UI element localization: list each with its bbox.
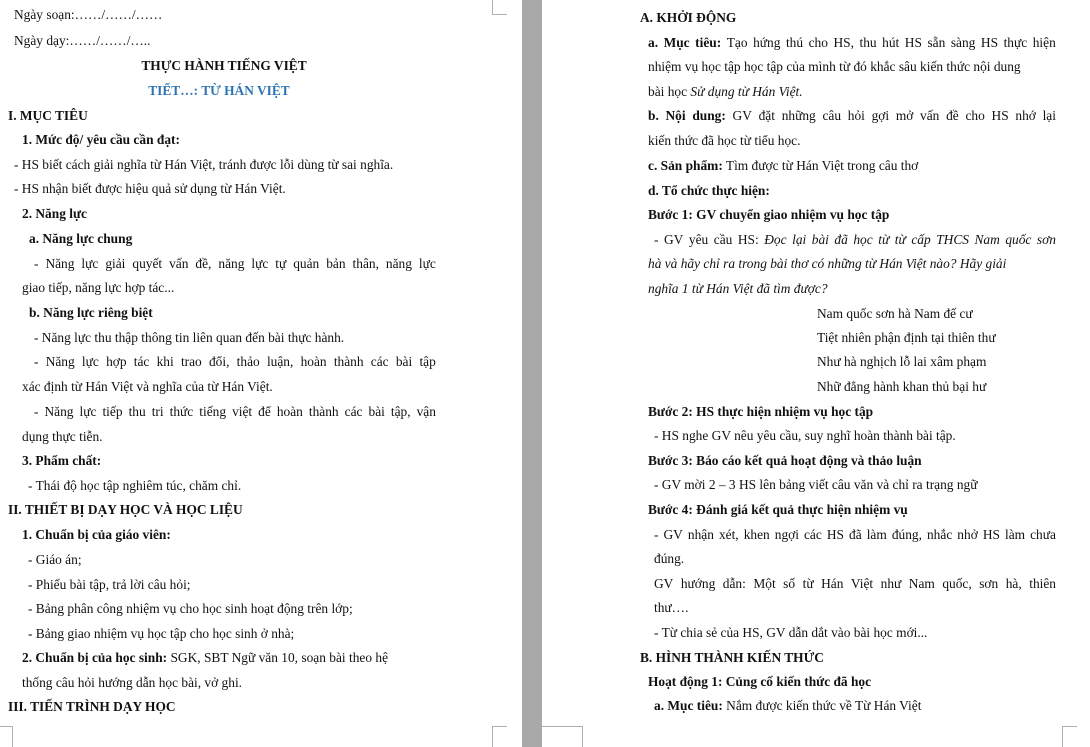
paragraph-line: dụng thực tiễn. — [22, 429, 103, 444]
paragraph-line: nhiệm vụ học tập học tập của mình từ đó khắc sâu kiến thức nội dung — [648, 59, 1021, 74]
lesson-name-italic: Sử dụng từ Hán Việt. — [690, 84, 803, 99]
paragraph-line — [648, 84, 803, 100]
document-page-left — [0, 0, 522, 747]
section-procedure: III. TIẾN TRÌNH DẠY HỌC — [8, 699, 176, 714]
paragraph-line: - GV yêu cầu HS: Đọc lại bài đã học từ từ cấp THCS Nam quốc sơn — [654, 232, 1056, 247]
corner-mark — [542, 726, 583, 747]
section-knowledge: B. HÌNH THÀNH KIẾN THỨC — [640, 650, 824, 665]
paragraph-line: thống câu hỏi hướng dẫn học bài, vở ghi. — [22, 675, 243, 690]
paragraph-line: GV hướng dẫn: Một số từ Hán Việt như Nam quốc, sơn hà, thiên — [654, 576, 1056, 591]
list-item: - Thái độ học tập nghiêm túc, chăm chỉ. — [28, 478, 242, 493]
student-prep-label: 2. Chuẩn bị của học sinh: — [22, 650, 168, 665]
corner-mark — [0, 726, 13, 747]
paragraph-line: - GV nhận xét, khen ngợi các HS đã làm đúng, nhắc nhở HS làm chưa — [654, 527, 1056, 542]
subsection-competence: 2. Năng lực — [22, 206, 87, 221]
paragraph-line — [654, 698, 921, 714]
paragraph-line: - Năng lực tiếp thu tri thức tiếng việt để hoàn thành các bài tập, vận — [34, 404, 436, 419]
label-objective: a. Mục tiêu: — [654, 698, 723, 713]
activity-heading: Hoạt động 1: Củng cố kiến thức đã học — [648, 674, 872, 689]
list-item: - Từ chia sẻ của HS, GV dẫn dắt vào bài học mới... — [654, 625, 928, 640]
paragraph-line: thư…. — [654, 600, 689, 615]
step-heading: Bước 2: HS thực hiện nhiệm vụ học tập — [648, 404, 874, 419]
list-item: - HS nghe GV nêu yêu cầu, suy nghĩ hoàn thành bài tập. — [654, 428, 956, 443]
section-equipment: II. THIẾT BỊ DẠY HỌC VÀ HỌC LIỆU — [8, 502, 243, 517]
paragraph-line — [648, 158, 918, 174]
paragraph-line: nghĩa 1 từ Hán Việt đã tìm được? — [648, 281, 828, 296]
label-product: c. Sản phẩm: — [648, 158, 723, 173]
paragraph-line: - Năng lực hợp tác khi trao đổi, thảo luận, hoàn thành các bài tập — [34, 354, 436, 369]
subsection-teacher-prep: 1. Chuẩn bị của giáo viên: — [22, 527, 171, 542]
document-page-right — [542, 0, 1090, 747]
list-item: - Phiếu bài tập, trả lời câu hỏi; — [28, 577, 191, 592]
step-heading: Bước 1: GV chuyển giao nhiệm vụ học tập — [648, 207, 890, 222]
corner-mark — [492, 0, 507, 15]
list-item: - Giáo án; — [28, 552, 82, 567]
subsection-requirements: 1. Mức độ/ yêu cầu cần đạt: — [22, 132, 180, 147]
step-heading: Bước 4: Đánh giá kết quả thực hiện nhiệm vụ — [648, 502, 908, 517]
label-organization: d. Tổ chức thực hiện: — [648, 183, 770, 198]
poem-line: Tiệt nhiên phận định tại thiên thư — [817, 330, 996, 345]
paragraph-line: - Năng lực giải quyết vấn đề, năng lực tự quản bản thân, năng lực — [34, 256, 436, 271]
paragraph-line: xác định từ Hán Việt và nghĩa của từ Hán Việt. — [22, 379, 273, 394]
poem-line: Nhữ đẳng hành khan thủ bại hư — [817, 379, 987, 394]
date-taught: Ngày dạy:……/……/….. — [14, 33, 151, 48]
product-text: Tìm được từ Hán Việt trong câu thơ — [725, 158, 919, 173]
subsection-specific-competence: b. Năng lực riêng biệt — [29, 305, 153, 320]
poem-line: Nam quốc sơn hà Nam đế cư — [817, 306, 973, 321]
poem-line: Như hà nghịch lỗ lai xâm phạm — [817, 354, 987, 369]
lesson-title: TIẾT…: TỪ HÁN VIỆT — [148, 83, 290, 98]
subsection-qualities: 3. Phẩm chất: — [22, 453, 102, 468]
student-prep-text: SGK, SBT Ngữ văn 10, soạn bài theo hệ — [170, 650, 389, 665]
list-item: - Bảng giao nhiệm vụ học tập cho học sinh ở nhà; — [28, 626, 295, 641]
list-item: - GV mời 2 – 3 HS lên bảng viết câu văn và chỉ ra trạng ngữ — [654, 477, 978, 492]
corner-mark — [492, 726, 507, 747]
paragraph-line: giao tiếp, năng lực hợp tác... — [22, 280, 175, 295]
date-prepared: Ngày soạn:……/……/…… — [14, 7, 163, 22]
step-heading: Bước 3: Báo cáo kết quả hoạt động và thảo luận — [648, 453, 922, 468]
paragraph-line: a. Mục tiêu: Tạo hứng thú cho HS, thu hút HS sẵn sàng HS thực hiện — [648, 35, 1056, 50]
paragraph-line: hà và hãy chỉ ra trong bài thơ có những từ Hán Việt nào? Hãy giải — [648, 256, 1007, 271]
paragraph-line: b. Nội dung: GV đặt những câu hỏi gợi mở vấn đề cho HS nhớ lại — [648, 108, 1056, 123]
subsection-student-prep — [22, 650, 388, 666]
corner-mark — [1062, 726, 1077, 747]
objective-text: Nắm được kiến thức về Từ Hán Việt — [726, 698, 922, 713]
paragraph-line: kiến thức đã học từ tiểu học. — [648, 133, 801, 148]
subsection-general-competence: a. Năng lực chung — [29, 231, 133, 246]
lesson-heading: THỰC HÀNH TIẾNG VIỆT — [141, 58, 307, 73]
paragraph-line: đúng. — [654, 551, 685, 566]
paragraph-text: bài học — [648, 84, 688, 99]
section-warmup: A. KHỞI ĐỘNG — [640, 10, 737, 25]
list-item: - HS biết cách giải nghĩa từ Hán Việt, tránh được lỗi dùng từ sai nghĩa. — [14, 157, 394, 172]
list-item: - HS nhận biết được hiệu quả sử dụng từ Hán Việt. — [14, 181, 286, 196]
section-objectives: I. MỤC TIÊU — [8, 108, 88, 123]
list-item: - Bảng phân công nhiệm vụ cho học sinh hoạt động trên lớp; — [28, 601, 353, 616]
paragraph-line: - Năng lực thu thập thông tin liên quan đến bài thực hành. — [34, 330, 345, 345]
